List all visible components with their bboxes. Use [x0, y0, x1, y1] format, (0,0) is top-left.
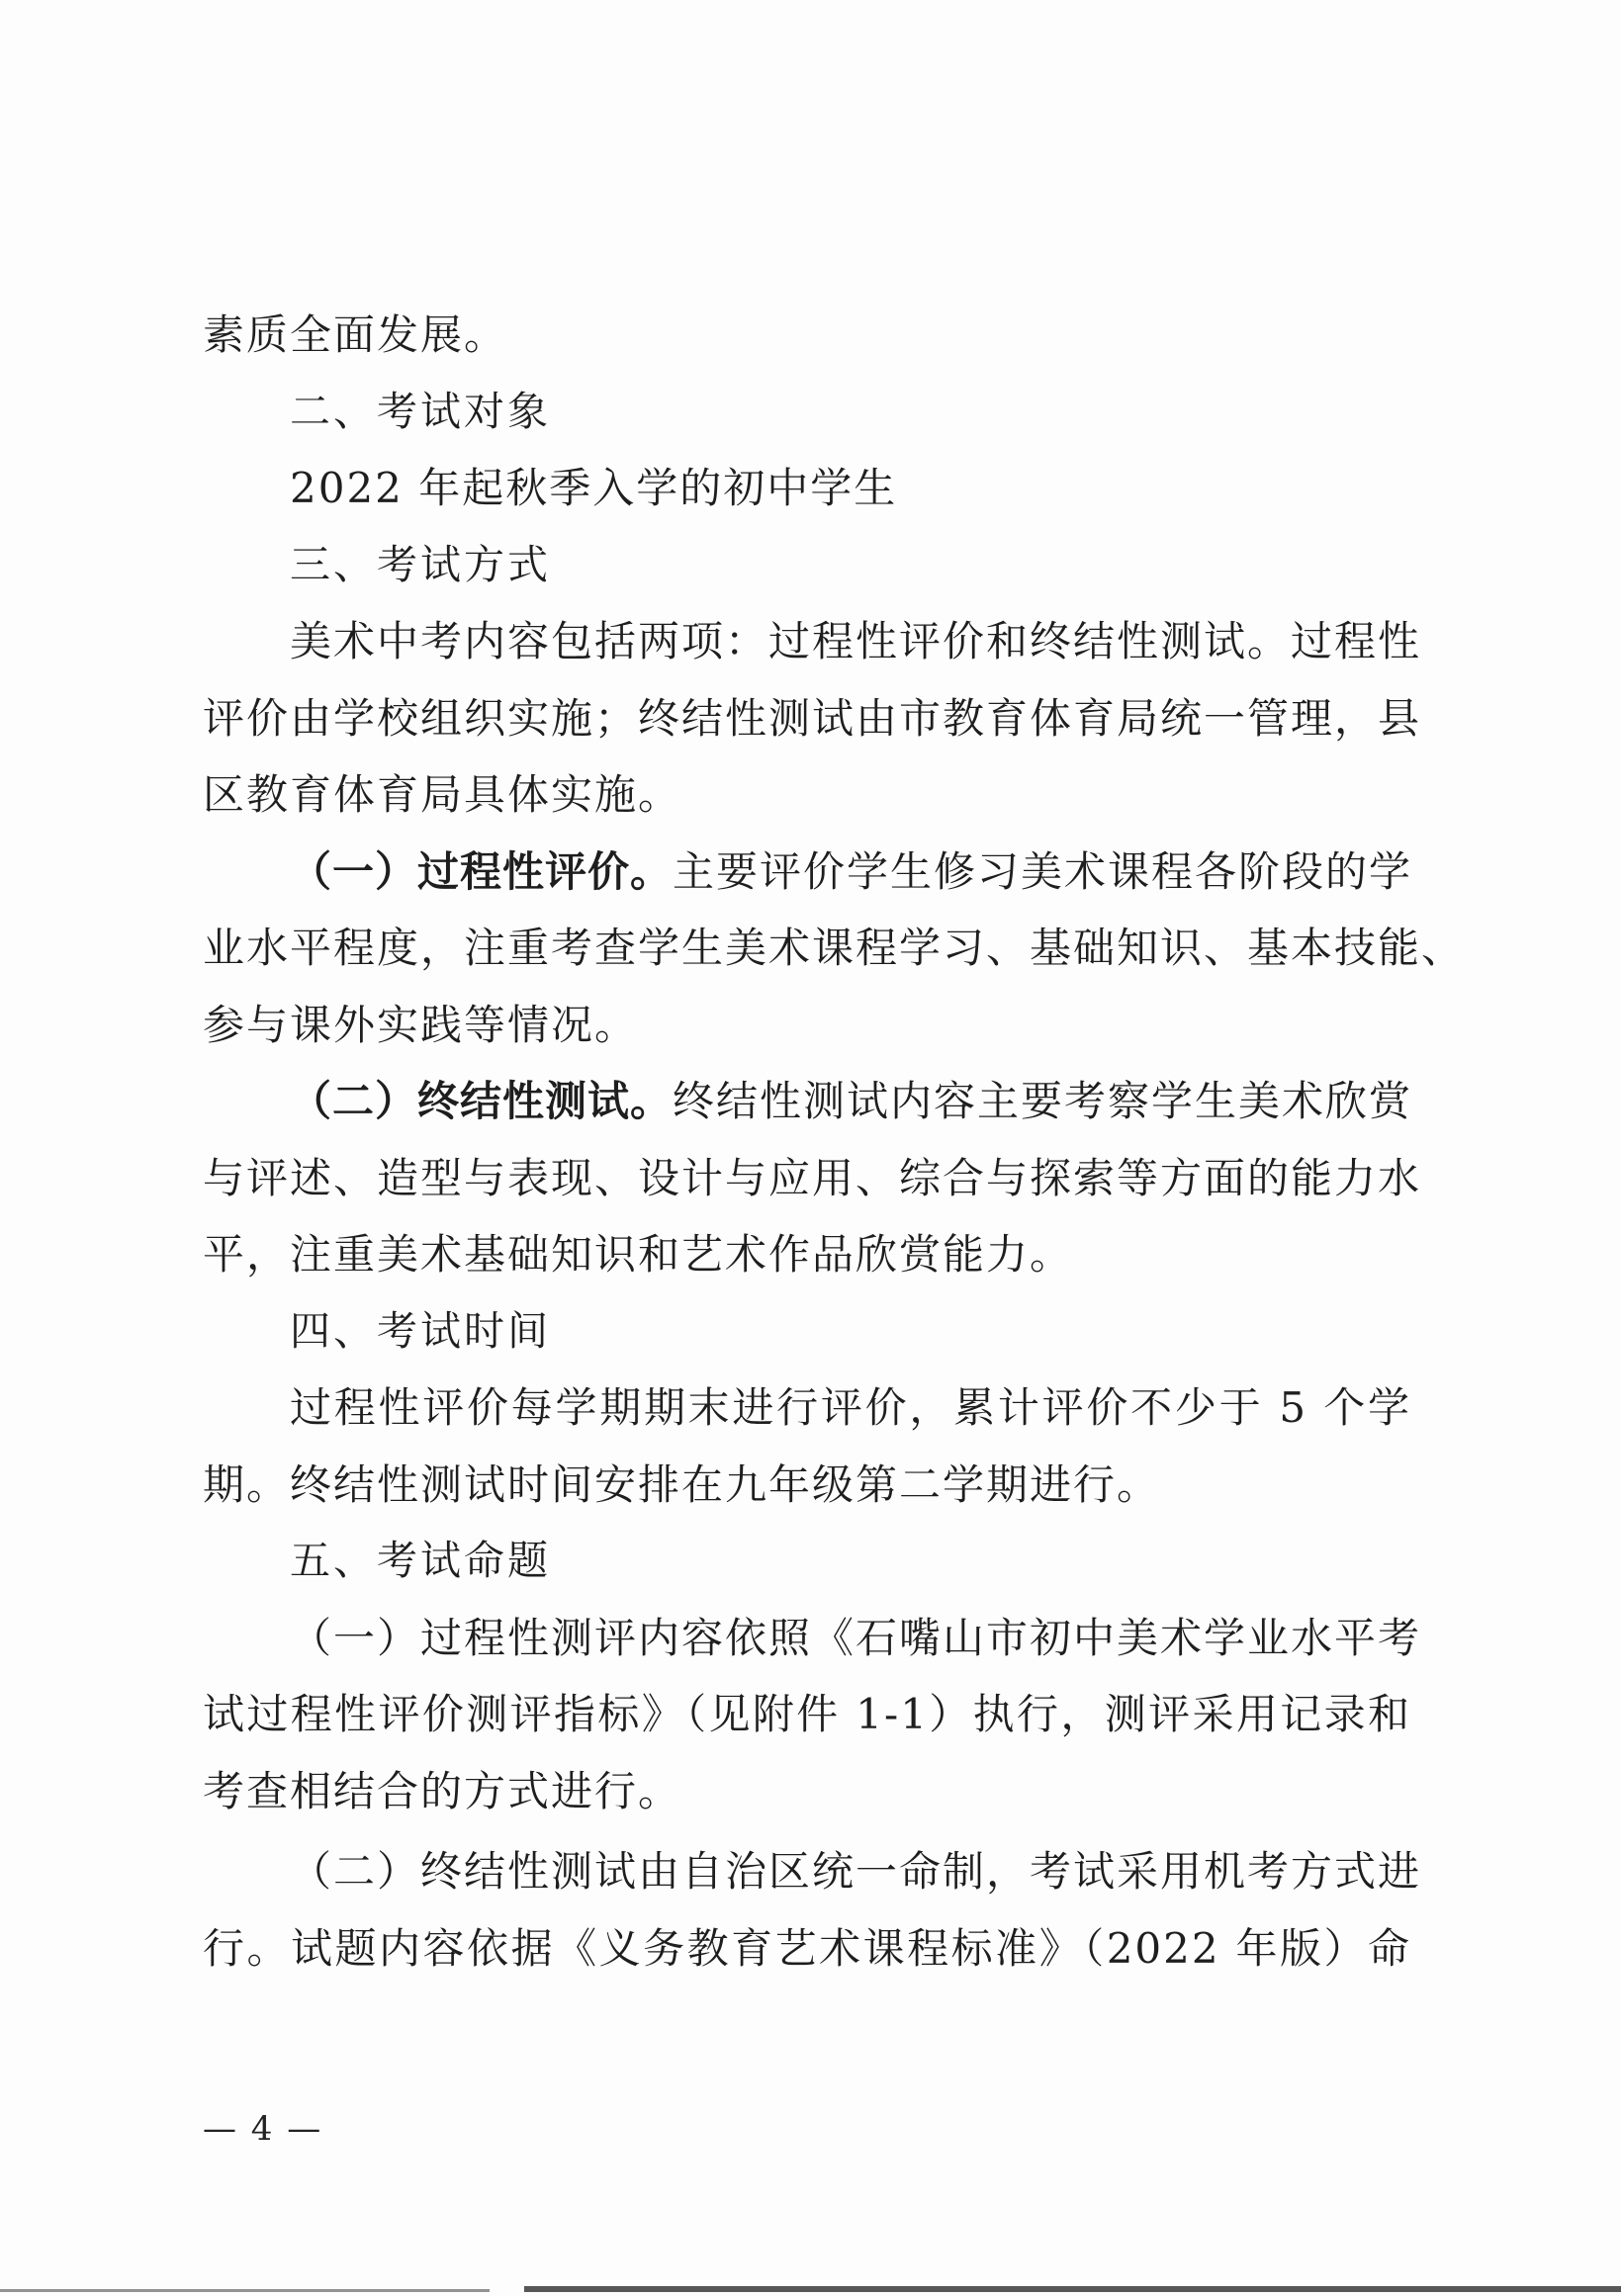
- body-line: 参与课外实践等情况。: [203, 1000, 639, 1049]
- body-text: 终结性测试内容主要考察学生美术欣赏: [673, 1077, 1413, 1125]
- scan-edge-line: [0, 2289, 490, 2292]
- body-line: 与评述、造型与表现、设计与应用、综合与探索等方面的能力水: [203, 1153, 1422, 1202]
- subsection-final-test: [203, 1063, 1411, 1140]
- body-line: 行。试题内容依据《义务教育艺术课程标准》（2022 年版）命: [203, 1923, 1411, 1973]
- section-heading-exam-questions: 五、考试命题: [290, 1537, 551, 1584]
- body-line: 业水平程度，注重考查学生美术课程学习、基础知识、基本技能、: [203, 924, 1466, 972]
- page-number: — 4 —: [203, 2109, 323, 2149]
- body-line: 美术中考内容包括两项：过程性评价和终结性测试。过程性: [290, 617, 1422, 665]
- document-body: [203, 297, 1466, 1987]
- body-line: 过程性评价每学期期末进行评价，累计评价不少于 5 个学: [290, 1383, 1411, 1432]
- body-line: 期。终结性测试时间安排在九年级第二学期进行。: [203, 1459, 1161, 1509]
- subsection-title: （二）终结性测试。: [290, 1077, 674, 1125]
- body-line: 素质全面发展。: [203, 310, 508, 359]
- scan-edge-line: [524, 2286, 1621, 2292]
- body-line: （二）终结性测试由自治区统一命制，考试采用机考方式进: [290, 1847, 1422, 1896]
- section-heading-exam-subjects: 二、考试对象: [290, 387, 551, 435]
- body-line: 2022 年起秋季入学的初中学生: [290, 464, 898, 512]
- section-heading-exam-time: 四、考试时间: [290, 1306, 551, 1355]
- subsection-title: （一）过程性评价。: [290, 846, 674, 896]
- body-line: （一）过程性测评内容依照《石嘴山市初中美术学业水平考: [290, 1613, 1422, 1662]
- body-line: 试过程性评价测评指标》（见附件 1-1）执行，测评采用记录和: [203, 1690, 1411, 1738]
- body-line: 区教育体育局具体实施。: [203, 770, 682, 819]
- body-text: 主要评价学生修习美术课程各阶段的学: [673, 846, 1413, 896]
- body-line: 平，注重美术基础知识和艺术作品欣赏能力。: [203, 1230, 1074, 1279]
- subsection-process-evaluation: [203, 834, 1411, 911]
- body-line: 考查相结合的方式进行。: [203, 1766, 682, 1815]
- body-line: 评价由学校组织实施；终结性测试由市教育体育局统一管理，县: [203, 693, 1422, 743]
- section-heading-exam-method: 三、考试方式: [290, 540, 551, 588]
